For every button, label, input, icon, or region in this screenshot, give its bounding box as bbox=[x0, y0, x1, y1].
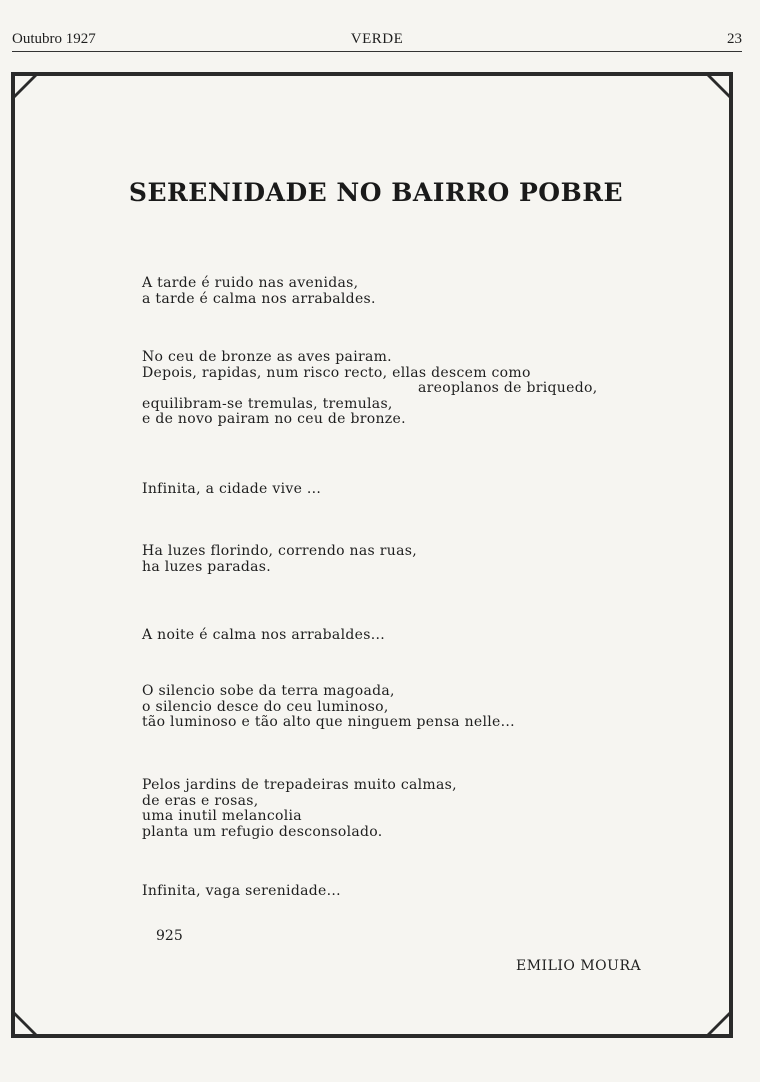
poem-title: SERENIDADE NO BAIRRO POBRE bbox=[128, 178, 624, 207]
corner-ornament-top-right bbox=[703, 72, 733, 102]
poem-line: Depois, rapidas, num risco recto, ellas descem como bbox=[142, 364, 531, 381]
stanza-5 bbox=[142, 628, 385, 644]
header-page-number: 23 bbox=[727, 31, 742, 47]
poem-line: O silencio sobe da terra magoada, bbox=[142, 683, 395, 699]
poem-line: e de novo pairam no ceu de bronze. bbox=[142, 411, 406, 427]
poem-line: uma inutil melancolia bbox=[142, 808, 302, 824]
poem-line: o silencio desce do ceu luminoso, bbox=[142, 698, 389, 715]
stanza-6 bbox=[142, 684, 515, 731]
stanza-2 bbox=[142, 350, 597, 428]
stanza-1 bbox=[142, 276, 376, 307]
poem-line: tão luminoso e tão alto que ninguem pensa nelle... bbox=[142, 714, 515, 730]
poem-line: A noite é calma nos arrabaldes... bbox=[142, 627, 385, 643]
stanza-8 bbox=[142, 884, 341, 900]
poem-year: 925 bbox=[156, 928, 183, 944]
corner-ornament-top-left bbox=[11, 72, 41, 102]
header-date: Outubro 1927 bbox=[12, 31, 96, 47]
corner-ornament-bottom-left bbox=[11, 1008, 41, 1038]
header-magazine-title: VERDE bbox=[350, 31, 404, 47]
poem-line: Infinita, vaga serenidade... bbox=[142, 883, 341, 899]
poem-line: Infinita, a cidade vive ... bbox=[142, 481, 322, 497]
poem-line: A tarde é ruido nas avenidas, bbox=[142, 275, 359, 291]
poem-line: planta um refugio desconsolado. bbox=[142, 823, 383, 840]
poem-author: EMILIO MOURA bbox=[516, 958, 642, 974]
running-head bbox=[12, 31, 742, 52]
corner-ornament-bottom-right bbox=[703, 1008, 733, 1038]
stanza-3 bbox=[142, 482, 321, 498]
poem-line: a tarde é calma nos arrabaldes. bbox=[142, 290, 376, 307]
poem-line: equilibram-se tremulas, tremulas, bbox=[142, 395, 393, 412]
stanza-7 bbox=[142, 778, 457, 840]
stanza-4 bbox=[142, 544, 417, 575]
poem-line-indented: areoplanos de briquedo, bbox=[418, 380, 598, 396]
poem-line: Pelos jardins de trepadeiras muito calmas, bbox=[142, 777, 457, 793]
poem-line: Ha luzes florindo, correndo nas ruas, bbox=[142, 543, 417, 559]
poem-line: No ceu de bronze as aves pairam. bbox=[142, 349, 392, 365]
poem-line: ha luzes paradas. bbox=[142, 558, 271, 575]
poem-line: de eras e rosas, bbox=[142, 792, 259, 809]
